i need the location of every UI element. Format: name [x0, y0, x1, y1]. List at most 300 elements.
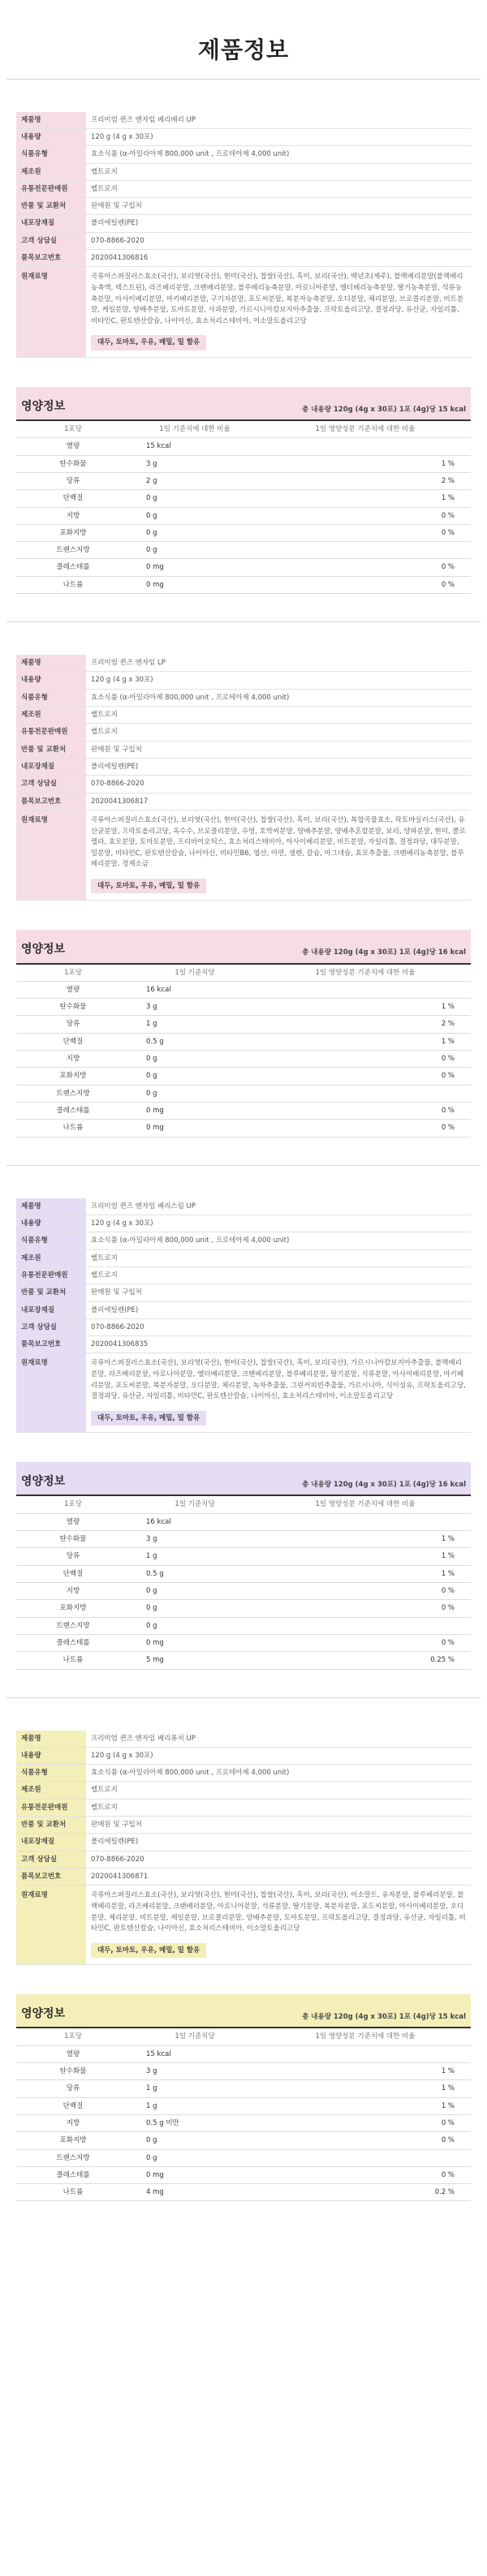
info-row	[16, 215, 471, 232]
info-row	[16, 741, 471, 758]
info-label: 제품명	[16, 112, 86, 129]
nutrition-row	[16, 472, 471, 489]
nutrient-name: 열량	[16, 981, 130, 998]
nutrition-row	[16, 1548, 471, 1565]
nutrient-percent: 1 %	[422, 999, 471, 1016]
info-row	[16, 250, 471, 267]
info-row	[16, 1215, 471, 1232]
nutrition-total: 총 내용량 120g (4g x 30포) 1포 (4g)당 15 kcal	[302, 405, 466, 414]
info-value: 효소식품 (α-아밀라아제 800,000 unit , 프로테아제 4,000 unit)	[86, 1232, 471, 1249]
nutrition-row	[16, 2132, 471, 2149]
nutrient-amount: 5 mg	[130, 1652, 260, 1669]
info-label: 고객 상담실	[16, 1318, 86, 1335]
info-value: 폴리에틸렌(PE)	[86, 1301, 471, 1318]
ingredients-label: 원재료명	[16, 810, 86, 900]
nutrition-row	[16, 981, 471, 998]
info-value: 070-8866-2020	[86, 1851, 471, 1868]
product-info-table	[16, 1198, 471, 1434]
nutrient-name: 포화지방	[16, 2132, 130, 2149]
nutrient-percent: 0 %	[422, 576, 471, 593]
nutrition-head-row	[16, 965, 471, 982]
info-label: 제조원	[16, 163, 86, 180]
nutrient-spacer	[260, 1600, 422, 1617]
page-title: 제품정보	[197, 37, 290, 63]
nutrition-row	[16, 1120, 471, 1137]
nutrient-name: 트랜스지방	[16, 1617, 130, 1634]
info-label: 유통전문판매원	[16, 724, 86, 741]
nutrition-title: 영양정보	[21, 399, 66, 413]
product-section	[16, 1198, 471, 1670]
nutrient-spacer	[260, 472, 422, 489]
nutrition-table	[16, 2028, 471, 2201]
nutrient-spacer	[260, 1531, 422, 1548]
info-label: 반품 및 교환처	[16, 198, 86, 215]
info-value: 벨트로지	[86, 1799, 471, 1816]
nutrition-panel	[16, 1994, 471, 2201]
nutrition-row	[16, 2114, 471, 2131]
ingredients-row	[16, 1886, 471, 1965]
nutrient-name: 콜레스테롤	[16, 1634, 130, 1651]
info-label: 내용량	[16, 1747, 86, 1764]
nutrient-percent	[422, 438, 471, 455]
nutrient-percent	[422, 981, 471, 998]
nutrition-table	[16, 421, 471, 594]
nutrient-name: 콜레스테롤	[16, 1103, 130, 1120]
info-row	[16, 1782, 471, 1799]
nutrient-spacer	[260, 1565, 422, 1582]
ingredients-cell	[86, 1353, 471, 1433]
info-row	[16, 180, 471, 197]
info-value: 120 g (4 g x 30포)	[86, 128, 471, 145]
nutrient-amount: 0 g	[130, 2132, 260, 2149]
info-label: 품목보고번호	[16, 1336, 86, 1353]
nutrient-spacer	[260, 542, 422, 559]
info-label: 유통전문판매원	[16, 1266, 86, 1284]
nutrient-amount: 0 g	[130, 2149, 260, 2166]
info-row	[16, 198, 471, 215]
nutrition-row	[16, 455, 471, 472]
nutrient-percent: 2 %	[422, 472, 471, 489]
info-label: 고객 상담실	[16, 776, 86, 793]
nutrition-column-header: 1포당	[16, 2028, 130, 2045]
info-row	[16, 146, 471, 163]
nutrition-row	[16, 1016, 471, 1033]
nutrient-name: 지방	[16, 1582, 130, 1599]
nutrition-row	[16, 1617, 471, 1634]
nutrition-column-header: 1포당	[16, 965, 130, 982]
nutrition-row	[16, 507, 471, 524]
nutrient-name: 단백질	[16, 1565, 130, 1582]
nutrient-percent: 1 %	[422, 455, 471, 472]
nutrient-percent: 0.2 %	[422, 2184, 471, 2201]
info-row	[16, 1301, 471, 1318]
info-value: 벨트로지	[86, 1249, 471, 1266]
nutrient-amount: 15 kcal	[130, 438, 260, 455]
allergen-badge: 대두, 토마토, 우유, 메밀, 밀 함유	[91, 1411, 206, 1426]
ingredients-label: 원재료명	[16, 1886, 86, 1965]
nutrition-total: 총 내용량 120g (4g x 30포) 1포 (4g)당 16 kcal	[302, 1481, 466, 1490]
nutrient-spacer	[260, 1085, 422, 1102]
nutrition-row	[16, 559, 471, 576]
nutrient-spacer	[260, 576, 422, 593]
nutrient-name: 탄수화물	[16, 1531, 130, 1548]
nutrient-percent: 0 %	[422, 1051, 471, 1068]
nutrient-percent: 0 %	[422, 1068, 471, 1085]
nutrition-title: 영양정보	[21, 2007, 66, 2021]
nutrition-panel	[16, 1462, 471, 1669]
info-value: 폴리에틸렌(PE)	[86, 1834, 471, 1851]
nutrient-spacer	[260, 490, 422, 507]
nutrition-column-header: 1포당	[16, 1496, 130, 1513]
ingredients-text: 곡류아스퍼질러스효소(국산), 보리엿(국산), 현미(국산), 찹쌀(국산), 흑미, 보리(국산), 가르시니아캄보지아추출물, 블랙베리분말, 라즈베리분말, 아로니아분말, 엘더베리분말, 크랜베리분말, 블루베리분말, 딸기분말, 석류분말, 아사이베리분말, 마키베리분말, 포도씨분말, 복분자분말, 오디분말, 체리분말, 녹차추출물, 그린커피빈추출물, 가르시니아, 식이섬유, 프락토올리고당, 결정과당, 유산균, 자일리톨, 비타민C, 판토텐산칼슘, 나이아신, 효소처리스테비아, 이소말토올리고당	[91, 1359, 466, 1401]
nutrient-spacer	[260, 1033, 422, 1050]
info-label: 내용량	[16, 1215, 86, 1232]
info-value: 벨트로지	[86, 707, 471, 724]
nutrition-column-header: 1일 영양성분 기준치에 대한 비율	[260, 421, 471, 438]
nutrition-row	[16, 438, 471, 455]
nutrient-amount: 0.5 g	[130, 1565, 260, 1582]
info-value: 2020041306835	[86, 1336, 471, 1353]
info-label: 제조원	[16, 1782, 86, 1799]
nutrient-amount: 3 g	[130, 455, 260, 472]
nutrition-row	[16, 542, 471, 559]
nutrient-amount: 0 g	[130, 1582, 260, 1599]
nutrient-spacer	[260, 524, 422, 541]
section-divider	[6, 1165, 481, 1166]
nutrient-name: 열량	[16, 438, 130, 455]
info-row	[16, 1747, 471, 1764]
nutrient-name: 콜레스테롤	[16, 2166, 130, 2183]
nutrient-spacer	[260, 1016, 422, 1033]
nutrition-row	[16, 2184, 471, 2201]
nutrient-spacer	[260, 1103, 422, 1120]
product-info-table	[16, 112, 471, 358]
info-row	[16, 128, 471, 145]
allergen-badge: 대두, 토마토, 우유, 메밀, 밀 함유	[91, 879, 206, 893]
nutrition-row	[16, 999, 471, 1016]
nutrient-name: 나트륨	[16, 576, 130, 593]
info-row	[16, 1731, 471, 1748]
info-row	[16, 758, 471, 775]
nutrition-row	[16, 1531, 471, 1548]
info-row	[16, 655, 471, 672]
nutrition-row	[16, 2149, 471, 2166]
nutrient-amount: 0 mg	[130, 1103, 260, 1120]
nutrient-amount: 1 g	[130, 2080, 260, 2097]
nutrition-column-header: 1일 영양성분 기준치에 대한 비율	[260, 1496, 471, 1513]
nutrition-header	[16, 387, 471, 421]
info-value: 벨트로지	[86, 1782, 471, 1799]
nutrient-percent: 0 %	[422, 1582, 471, 1599]
nutrient-spacer	[260, 1634, 422, 1651]
product-info-table	[16, 655, 471, 901]
nutrition-row	[16, 490, 471, 507]
nutrient-spacer	[260, 438, 422, 455]
nutrient-percent: 0 %	[422, 507, 471, 524]
ingredients-cell	[86, 810, 471, 900]
nutrition-row	[16, 1085, 471, 1102]
info-label: 고객 상담실	[16, 1851, 86, 1868]
info-value: 벨트로지	[86, 180, 471, 197]
nutrient-amount: 3 g	[130, 1531, 260, 1548]
nutrient-spacer	[260, 2097, 422, 2114]
nutrient-percent: 0 %	[422, 2132, 471, 2149]
nutrient-spacer	[260, 2149, 422, 2166]
product-list	[0, 112, 487, 2202]
nutrient-amount: 0 g	[130, 490, 260, 507]
info-label: 유통전문판매원	[16, 180, 86, 197]
info-row	[16, 1198, 471, 1215]
nutrient-amount: 0 mg	[130, 2166, 260, 2183]
nutrient-name: 트랜스지방	[16, 2149, 130, 2166]
nutrient-amount: 0.5 g	[130, 1033, 260, 1050]
info-row	[16, 689, 471, 706]
info-row	[16, 1834, 471, 1851]
info-label: 고객 상담실	[16, 232, 86, 249]
nutrition-column-header: 1일 기준치당	[130, 1496, 260, 1513]
info-value: 효소식품 (α-아밀라아제 800,000 unit , 프로테아제 4,000 unit)	[86, 689, 471, 706]
nutrition-table	[16, 965, 471, 1137]
info-row	[16, 724, 471, 741]
ingredients-row	[16, 810, 471, 900]
allergen-badge: 대두, 토마토, 우유, 메밀, 밀 함유	[91, 1943, 206, 1958]
info-row	[16, 1232, 471, 1249]
nutrient-spacer	[260, 1120, 422, 1137]
info-label: 반품 및 교환처	[16, 1284, 86, 1301]
nutrient-amount: 3 g	[130, 2062, 260, 2079]
nutrition-row	[16, 2166, 471, 2183]
nutrition-row	[16, 2062, 471, 2079]
nutrition-table	[16, 1496, 471, 1669]
nutrient-amount: 16 kcal	[130, 981, 260, 998]
nutrient-percent: 0 %	[422, 559, 471, 576]
info-value: 2020041306816	[86, 250, 471, 267]
info-row	[16, 1851, 471, 1868]
info-row	[16, 232, 471, 249]
nutrient-percent: 1 %	[422, 1565, 471, 1582]
nutrient-percent	[422, 1513, 471, 1530]
nutrient-amount: 0 g	[130, 1051, 260, 1068]
info-value: 070-8866-2020	[86, 232, 471, 249]
nutrient-amount: 3 g	[130, 999, 260, 1016]
nutrient-percent: 0 %	[422, 2114, 471, 2131]
nutrient-amount: 0 g	[130, 542, 260, 559]
nutrition-head-row	[16, 1496, 471, 1513]
info-value: 프리미엄 퀸즈 엔자임 LP	[86, 655, 471, 672]
nutrition-row	[16, 2080, 471, 2097]
info-label: 제품명	[16, 655, 86, 672]
nutrient-amount: 1 g	[130, 2097, 260, 2114]
nutrient-amount: 0 mg	[130, 1634, 260, 1651]
nutrient-spacer	[260, 981, 422, 998]
info-row	[16, 1799, 471, 1816]
nutrient-amount: 0 mg	[130, 1120, 260, 1137]
nutrient-percent	[422, 2149, 471, 2166]
nutrient-percent: 0.25 %	[422, 1652, 471, 1669]
info-label: 품목보고번호	[16, 1869, 86, 1886]
info-row	[16, 776, 471, 793]
nutrient-percent: 1 %	[422, 490, 471, 507]
info-label: 내포장재질	[16, 758, 86, 775]
nutrition-row	[16, 1565, 471, 1582]
nutrient-spacer	[260, 1582, 422, 1599]
ingredients-cell	[86, 1886, 471, 1965]
nutrient-name: 나트륨	[16, 2184, 130, 2201]
info-label: 제조원	[16, 1249, 86, 1266]
info-value: 070-8866-2020	[86, 1318, 471, 1335]
nutrient-percent	[422, 1617, 471, 1634]
product-section	[16, 112, 471, 595]
info-row	[16, 793, 471, 810]
section-divider	[6, 1697, 481, 1698]
nutrient-spacer	[260, 2184, 422, 2201]
nutrient-spacer	[260, 1652, 422, 1669]
nutrient-spacer	[260, 2062, 422, 2079]
nutrition-title: 영양정보	[21, 943, 66, 957]
nutrition-column-header: 1일 영양성분 기준치에 대한 비율	[260, 2028, 471, 2045]
nutrient-name: 나트륨	[16, 1652, 130, 1669]
info-value: 판매원 및 구입처	[86, 1284, 471, 1301]
info-label: 품목보고번호	[16, 250, 86, 267]
info-value: 프리미엄 퀸즈 엔자임 베리베리 UP	[86, 112, 471, 129]
nutrient-name: 나트륨	[16, 1120, 130, 1137]
nutrient-percent	[422, 2045, 471, 2062]
nutrient-percent: 1 %	[422, 2062, 471, 2079]
nutrient-amount: 16 kcal	[130, 1513, 260, 1530]
nutrition-row	[16, 1652, 471, 1669]
nutrition-column-header: 1일 기준치당	[130, 965, 260, 982]
nutrition-row	[16, 1600, 471, 1617]
nutrient-name: 콜레스테롤	[16, 559, 130, 576]
info-value: 판매원 및 구입처	[86, 741, 471, 758]
info-label: 내포장재질	[16, 1834, 86, 1851]
nutrition-row	[16, 524, 471, 541]
nutrient-name: 단백질	[16, 1033, 130, 1050]
info-label: 식품유형	[16, 689, 86, 706]
nutrient-name: 탄수화물	[16, 999, 130, 1016]
info-label: 제품명	[16, 1198, 86, 1215]
allergen-badge: 대두, 토마토, 우유, 메밀, 밀 함유	[91, 335, 206, 350]
nutrient-spacer	[260, 559, 422, 576]
nutrient-name: 단백질	[16, 490, 130, 507]
ingredients-text: 곡류아스퍼질러스효소(국산), 보리엿(국산), 현미(국산), 찹쌀(국산), 흑미, 보리(국산), 복합곡물효소, 락토바실러스(국산), 유산균분말, 프락토올리고당, 옥수수, 브로콜리분말, 우엉, 호박씨분말, 양배추분말, 양배추혼합분말, 보리, 양파분말, 현미, 클로렐라, 효모분말, 토마토분말, 프리바이오틱스, 효소처리스테비아, 아사이베리분말, 비트분말, 자일리톨, 결정과당, 대두분말, 밀분말, 비타민C, 판토텐산칼슘, 나이아신, 비타민B6, 엽산, 아연, 셀렌, 칼슘, 마그네슘, 효모추출물, 크랜베리농축분말, 블루베리분말, 정제소금	[91, 815, 466, 869]
info-label: 제품명	[16, 1731, 86, 1748]
nutrient-percent: 0 %	[422, 1120, 471, 1137]
nutrient-name: 열량	[16, 1513, 130, 1530]
nutrient-name: 지방	[16, 2114, 130, 2131]
nutrient-name: 포화지방	[16, 1600, 130, 1617]
nutrition-header	[16, 1994, 471, 2028]
info-label: 내용량	[16, 672, 86, 689]
info-row	[16, 112, 471, 129]
nutrient-name: 지방	[16, 1051, 130, 1068]
section-divider	[6, 621, 481, 622]
info-value: 벨트로지	[86, 163, 471, 180]
info-label: 유통전문판매원	[16, 1799, 86, 1816]
ingredients-cell	[86, 267, 471, 357]
nutrient-spacer	[260, 999, 422, 1016]
nutrient-name: 탄수화물	[16, 455, 130, 472]
ingredients-row	[16, 1353, 471, 1433]
nutrient-percent: 0 %	[422, 1634, 471, 1651]
info-value: 폴리에틸렌(PE)	[86, 215, 471, 232]
nutrient-spacer	[260, 1617, 422, 1634]
nutrient-percent: 0 %	[422, 1600, 471, 1617]
info-value: 120 g (4 g x 30포)	[86, 1215, 471, 1232]
info-value: 프리미엄 퀸즈 엔자임 베리스림 UP	[86, 1198, 471, 1215]
nutrient-amount: 0 mg	[130, 559, 260, 576]
nutrition-column-header: 1일 영양성분 기준치에 대한 비율	[260, 965, 471, 982]
nutrient-percent: 2 %	[422, 1016, 471, 1033]
info-value: 효소식품 (α-아밀라아제 800,000 unit , 프로테아제 4,000 unit)	[86, 146, 471, 163]
info-value: 070-8866-2020	[86, 776, 471, 793]
info-label: 반품 및 교환처	[16, 741, 86, 758]
info-value: 효소식품 (α-아밀라아제 800,000 unit , 프로테아제 4,000 unit)	[86, 1765, 471, 1782]
nutrient-spacer	[260, 1051, 422, 1068]
nutrition-panel	[16, 387, 471, 594]
info-row	[16, 1318, 471, 1335]
nutrition-total: 총 내용량 120g (4g x 30포) 1포 (4g)당 15 kcal	[302, 2013, 466, 2022]
info-value: 120 g (4 g x 30포)	[86, 1747, 471, 1764]
product-section	[16, 1731, 471, 2202]
nutrient-percent: 1 %	[422, 2080, 471, 2097]
nutrition-title: 영양정보	[21, 1475, 66, 1489]
nutrient-amount: 0 g	[130, 524, 260, 541]
nutrition-column-header: 1일 기준치에 대한 비율	[130, 421, 260, 438]
nutrient-amount: 0 g	[130, 1617, 260, 1634]
nutrition-column-header: 1포당	[16, 421, 130, 438]
nutrition-header	[16, 1462, 471, 1496]
ingredients-label: 원재료명	[16, 1353, 86, 1433]
nutrition-row	[16, 1103, 471, 1120]
nutrition-total: 총 내용량 120g (4g x 30포) 1포 (4g)당 16 kcal	[302, 948, 466, 957]
nutrient-name: 포화지방	[16, 1068, 130, 1085]
info-value: 폴리에틸렌(PE)	[86, 758, 471, 775]
nutrient-spacer	[260, 1548, 422, 1565]
nutrient-spacer	[260, 2114, 422, 2131]
info-value: 120 g (4 g x 30포)	[86, 672, 471, 689]
info-value: 판매원 및 구입처	[86, 1817, 471, 1834]
info-row	[16, 1765, 471, 1782]
nutrient-name: 열량	[16, 2045, 130, 2062]
info-value: 벨트로지	[86, 1266, 471, 1284]
info-row	[16, 1249, 471, 1266]
nutrient-percent: 0 %	[422, 1103, 471, 1120]
info-row	[16, 1266, 471, 1284]
nutrient-spacer	[260, 2166, 422, 2183]
info-value: 2020041306871	[86, 1869, 471, 1886]
nutrient-name: 트랜스지방	[16, 1085, 130, 1102]
nutrient-spacer	[260, 1513, 422, 1530]
info-label: 제조원	[16, 707, 86, 724]
nutrient-name: 트랜스지방	[16, 542, 130, 559]
info-label: 식품유형	[16, 146, 86, 163]
nutrient-percent: 0 %	[422, 524, 471, 541]
nutrient-amount: 2 g	[130, 472, 260, 489]
ingredients-text: 곡류아스퍼질러스효소(국산), 보리엿(국산), 현미(국산), 찹쌀(국산), 흑미, 보리(국산), 이소말트, 유자분말, 블루베리분말, 블랙베리분말, 라즈베리분말, 크랜베리분말, 아로니아분말, 석류분말, 딸기분말, 복분자분말, 포도씨분말, 아사이베리분말, 오디분말, 체리분말, 비트분말, 케일분말, 브로콜리분말, 양배추분말, 토마토분말, 프락토올리고당, 결정과당, 유산균, 자일리톨, 비타민C, 판토텐산칼슘, 나이아신, 효소처리스테비아, 이소말토올리고당	[91, 1891, 466, 1933]
nutrient-percent: 0 %	[422, 2166, 471, 2183]
info-row	[16, 1817, 471, 1834]
nutrient-spacer	[260, 1068, 422, 1085]
nutrient-amount: 15 kcal	[130, 2045, 260, 2062]
nutrient-percent	[422, 1085, 471, 1102]
nutrient-spacer	[260, 2080, 422, 2097]
info-row	[16, 672, 471, 689]
nutrient-amount: 1 g	[130, 1548, 260, 1565]
nutrient-name: 단백질	[16, 2097, 130, 2114]
nutrition-row	[16, 576, 471, 593]
ingredients-text: 곡류아스퍼질러스효소(국산), 보리엿(국산), 현미(국산), 찹쌀(국산), 흑미, 보리(국산), 백년초(제주), 블랙베리분말(블랙베리농축액, 덱스트린), 라즈베리분말, 크랜베리분말, 블루베리농축분말, 아로니아분말, 엘더베리농축분말, 딸기농축분말, 석류농축분말, 아사이베리분말, 마키베리분말, 구기자분말, 포도씨분말, 복분자농축분말, 오디분말, 체리분말, 브로콜리분말, 비트분말, 케일분말, 양배추분말, 토마토분말, 사과분말, 가르시니아캄보지아추출물, 프락토올리고당, 결정과당, 유산균, 자일리톨, 비타민C, 판토텐산칼슘, 나이아신, 효소처리스테비아, 이소말토올리고당	[91, 273, 464, 325]
